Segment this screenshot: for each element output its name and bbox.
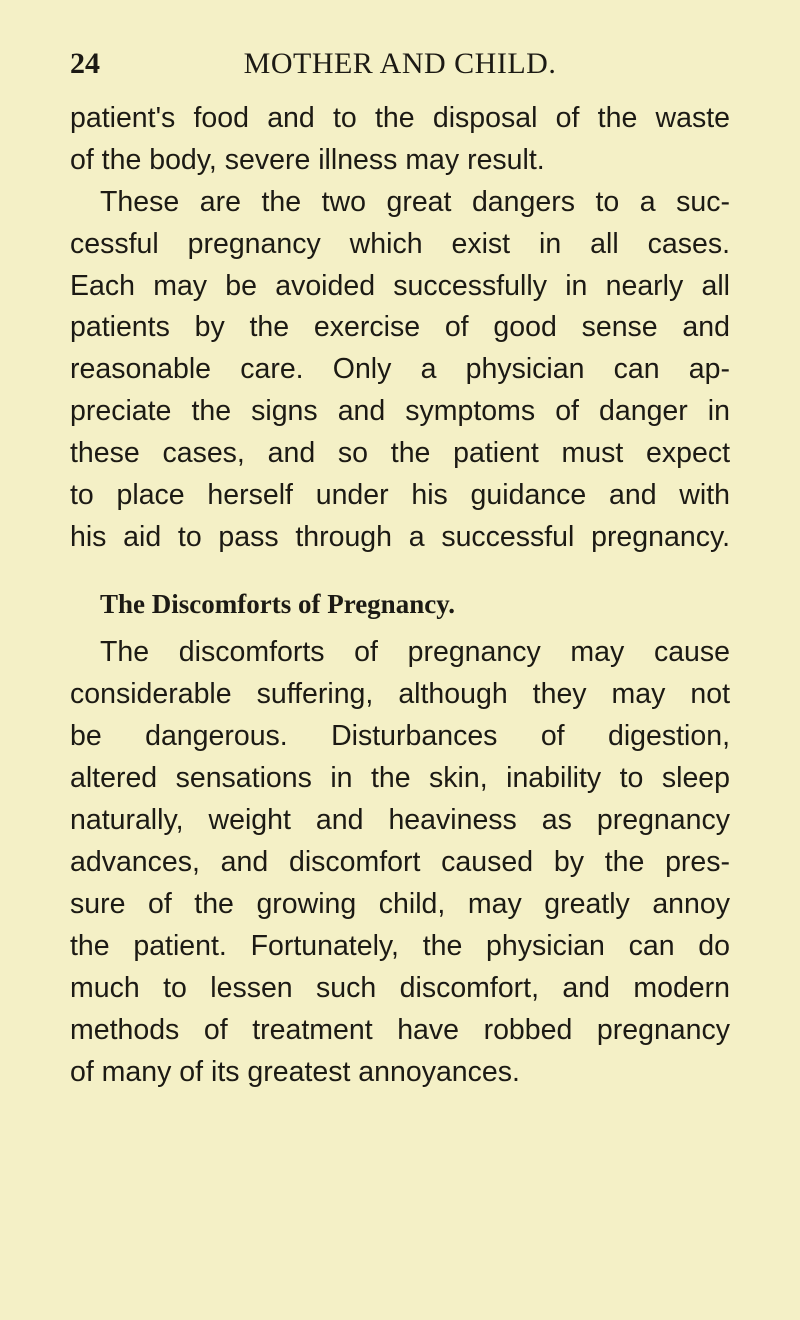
text-line: be dangerous. Disturbances of digestion, — [70, 720, 730, 752]
text-line: the patient. Fortunately, the physician can do — [70, 930, 730, 962]
text-line: these cases, and so the patient must expect — [70, 437, 730, 469]
text-line: to place herself under his guidance and with — [70, 479, 730, 511]
text-line: patient's food and to the disposal of the waste — [70, 102, 730, 134]
text-line: much to lessen such discomfort, and modern — [70, 972, 730, 1004]
text-line: naturally, weight and heaviness as pregnancy — [70, 804, 730, 836]
page-number: 24 — [70, 47, 100, 80]
text-line: his aid to pass through a successful pregnancy. — [70, 521, 730, 553]
section-heading: The Discomforts of Pregnancy. — [100, 589, 455, 619]
text-line: Each may be avoided successfully in nearly all — [70, 270, 730, 302]
text-line: altered sensations in the skin, inability to sleep — [70, 762, 730, 794]
text-line: cessful pregnancy which exist in all cases. — [70, 228, 730, 260]
text-line: reasonable care. Only a physician can ap- — [70, 353, 730, 385]
text-line: considerable suffering, although they may not — [70, 678, 730, 710]
text-line: These are the two great dangers to a suc- — [100, 186, 730, 218]
text-line: The discomforts of pregnancy may cause — [100, 636, 730, 668]
text-line: of the body, severe illness may result. — [70, 144, 545, 176]
text-line: preciate the signs and symptoms of danger in — [70, 395, 730, 427]
book-title: MOTHER AND CHILD. — [243, 47, 557, 80]
running-head — [70, 44, 730, 84]
text-line: sure of the growing child, may greatly annoy — [70, 888, 730, 920]
text-line: of many of its greatest annoyances. — [70, 1056, 520, 1088]
text-line: methods of treatment have robbed pregnancy — [70, 1014, 730, 1046]
text-line: patients by the exercise of good sense and — [70, 311, 730, 343]
text-line: advances, and discomfort caused by the pres- — [70, 846, 730, 878]
